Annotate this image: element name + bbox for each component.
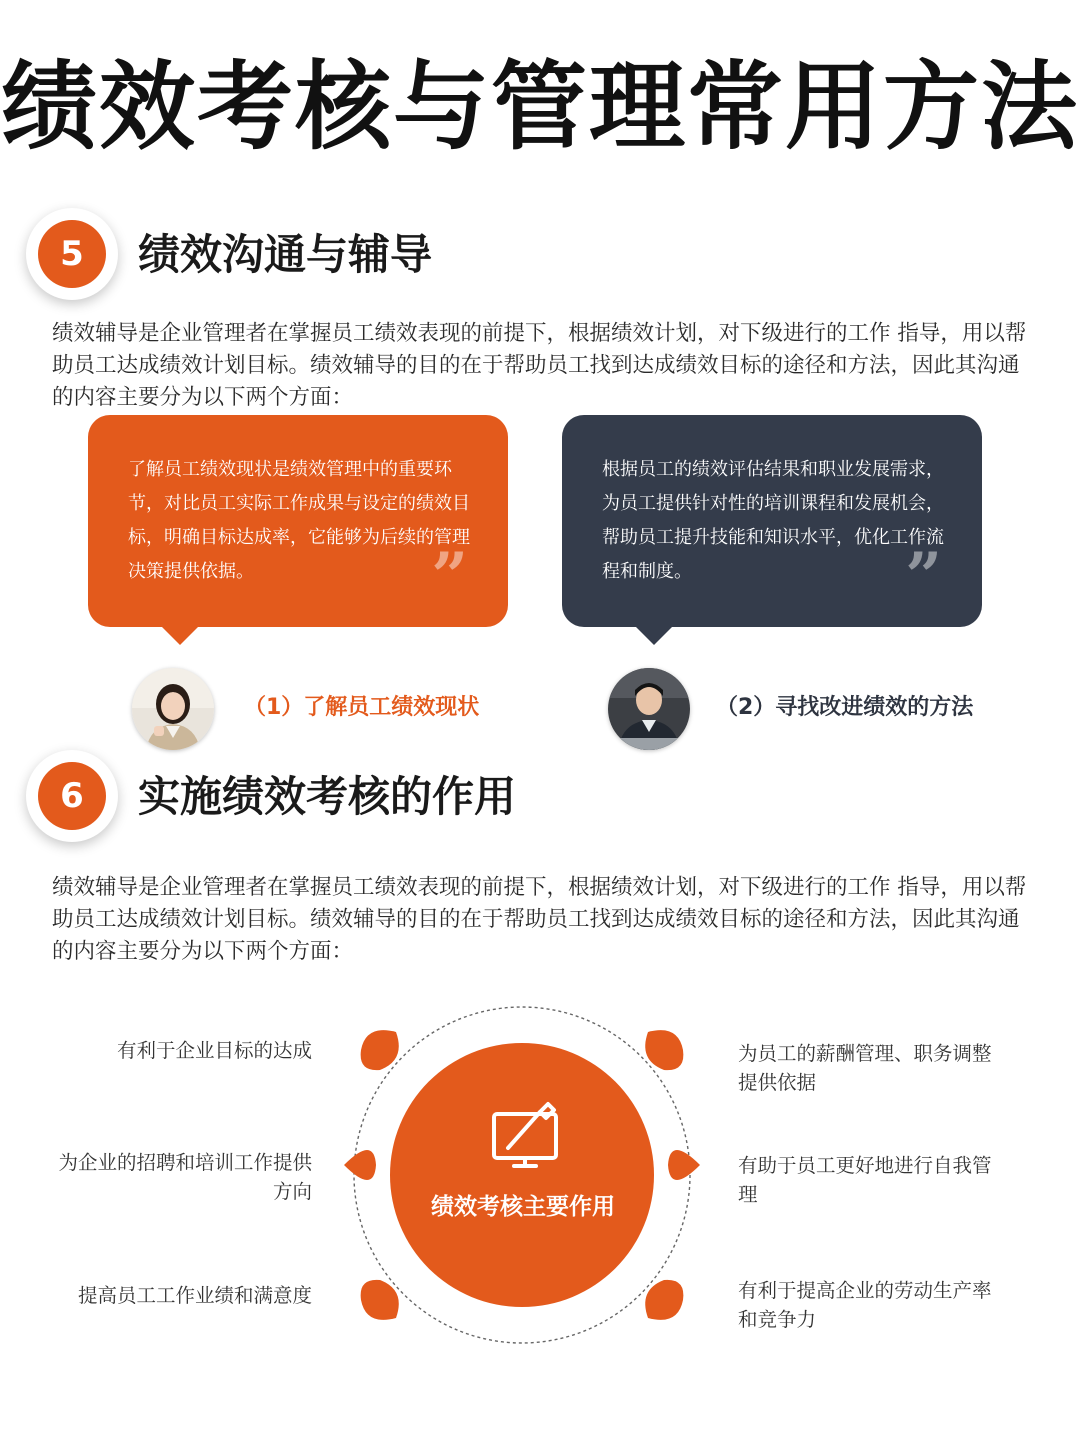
card-current-status-text: 了解员工绩效现状是绩效管理中的重要环节，对比员工实际工作成果与设定的绩效目标，明确目标达成率，它能够为后续的管理决策提供依据。 bbox=[128, 459, 470, 582]
page-title: 绩效考核与管理常用方法 bbox=[1, 51, 1079, 163]
center-circle bbox=[390, 1043, 654, 1307]
right-item-3: 有利于提高企业的劳动生产率和竞争力 bbox=[738, 1279, 992, 1331]
right-item-2: 有助于员工更好地进行自我管理 bbox=[738, 1154, 992, 1206]
left-item-1: 有利于企业目标的达成 bbox=[116, 1039, 312, 1062]
card-current-status bbox=[88, 415, 508, 627]
leaf-shape bbox=[645, 1030, 683, 1070]
right-item-1: 为员工的薪酬管理、职务调整提供依据 bbox=[738, 1042, 992, 1094]
section-5-number: 5 bbox=[38, 220, 106, 288]
label-current-status: （1）了解员工绩效现状 bbox=[244, 695, 480, 720]
bubble-tail bbox=[160, 625, 200, 645]
man-avatar bbox=[608, 668, 690, 750]
section-5-title: 绩效沟通与辅导 bbox=[138, 230, 433, 279]
leaf-shape bbox=[668, 1150, 700, 1180]
section-6-number: 6 bbox=[38, 762, 106, 830]
section-6-intro: 绩效辅导是企业管理者在掌握员工绩效表现的前提下，根据绩效计划，对下级进行的工作 指导，用以帮助员工达成绩效计划目标。绩效辅导的目的在于帮助员工找到达成绩效目标的途径和方法，因此其沟通的内容主要分为以下两个方面： bbox=[52, 875, 1027, 964]
diagram-center-title: 绩效考核主要作用 bbox=[431, 1194, 615, 1220]
quote-icon: ” bbox=[431, 539, 468, 614]
section-5-badge bbox=[26, 208, 118, 300]
card-improve-methods bbox=[562, 415, 982, 627]
leaf-shape bbox=[645, 1280, 683, 1320]
label-improve-methods: （2）寻找改进绩效的方法 bbox=[716, 695, 974, 720]
woman-avatar bbox=[132, 668, 214, 750]
section-6-title: 实施绩效考核的作用 bbox=[138, 772, 517, 821]
bubble-tail bbox=[634, 625, 674, 645]
section-6-badge bbox=[26, 750, 118, 842]
leaf-shape bbox=[344, 1150, 376, 1180]
left-item-2: 为企业的招聘和培训工作提供方向 bbox=[58, 1151, 312, 1203]
leaf-shape bbox=[361, 1280, 399, 1320]
quote-icon: ” bbox=[905, 539, 942, 614]
section-5-intro: 绩效辅导是企业管理者在掌握员工绩效表现的前提下，根据绩效计划，对下级进行的工作 指导，用以帮助员工达成绩效计划目标。绩效辅导的目的在于帮助员工找到达成绩效目标的途径和方法，因此其沟通的内容主要分为以下两个方面： bbox=[52, 321, 1027, 410]
card-improve-methods-text: 根据员工的绩效评估结果和职业发展需求，为员工提供针对性的培训课程和发展机会，帮助员工提升技能和知识水平，优化工作流程和制度。 bbox=[602, 459, 944, 582]
leaf-shape bbox=[361, 1030, 399, 1070]
left-item-3: 提高员工工作业绩和满意度 bbox=[77, 1284, 312, 1307]
